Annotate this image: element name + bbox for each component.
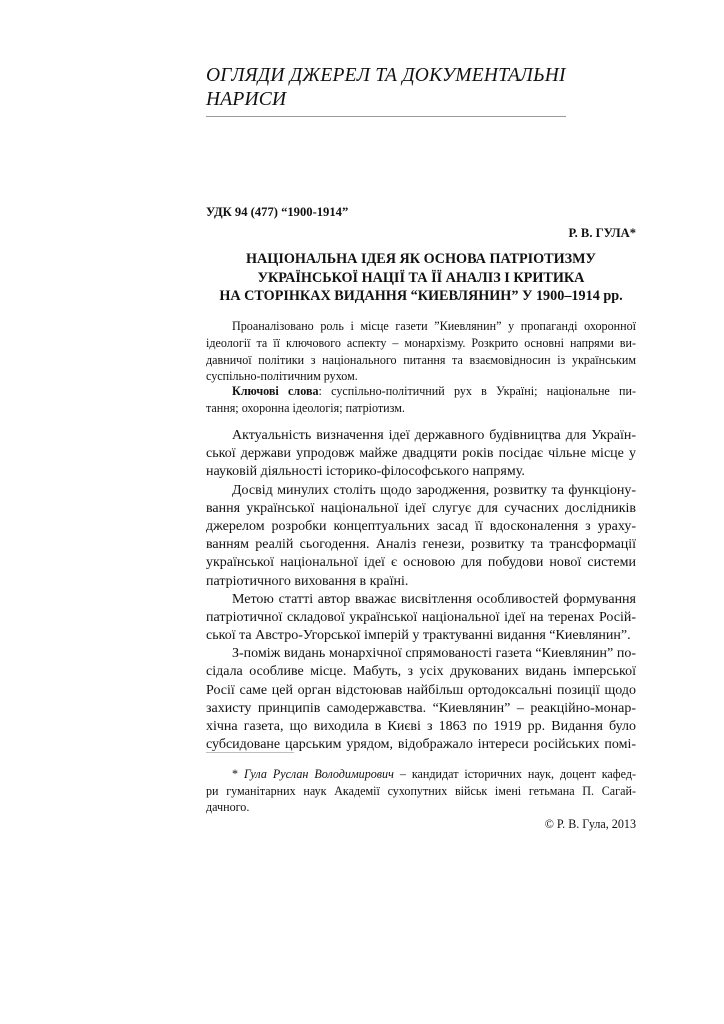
keywords xyxy=(206,383,636,417)
body-line: науковій діяльності історико-філософського напряму. xyxy=(206,464,525,480)
body-line: патріотичного виховання в країні. xyxy=(206,573,409,589)
keywords-label: Ключові слова xyxy=(232,384,319,398)
body-line: ської та Австро-Угорської імперій у трактуванні видання “Киевлянин”. xyxy=(206,628,631,644)
body-line: Метою статті автор вважає висвітлення особливостей формування xyxy=(232,591,636,607)
body-line: субсидоване царським урядом, відображало інтереси російських помі- xyxy=(206,737,636,753)
keywords-text: : суспільно-політичний рух в Україні; національне пи- xyxy=(318,384,637,398)
keywords-line: тання; охоронна ідеологія; патріотизм. xyxy=(206,400,405,415)
body-line: З-поміж видань монархічної спрямованості газета “Киевлянин” по- xyxy=(232,646,636,662)
article-title xyxy=(206,250,636,306)
keywords-line xyxy=(206,383,636,400)
abstract xyxy=(206,318,636,385)
footnote-line: ри гуманітарних наук Академії сухопутних військ імені гетьмана П. Сагай- xyxy=(206,783,636,798)
footnote xyxy=(206,766,636,816)
body-line: джерелом розробки концептуальних засад її вдосконалення з ураху- xyxy=(206,518,636,534)
abstract-line: Проаналізовано роль і місце газети ”Киевлянин” у пропаганді охоронної xyxy=(232,319,636,333)
abstract-line: суспільно-політичним рухом. xyxy=(206,369,358,384)
body-line: захисту принципів самодержавства. “Киевлянин” – реакційно-монар- xyxy=(206,700,636,716)
footnote-line xyxy=(206,766,636,783)
title-line: НА СТОРІНКАХ ВИДАННЯ “КИЕВЛЯНИН” У 1900–1914 рр. xyxy=(219,288,623,304)
footnote-text: – кандидат історичних наук, доцент кафед- xyxy=(393,767,636,781)
body-line: ської держави упродовж майже двадцяти років посідає чільне місце у xyxy=(206,446,636,462)
footnote-mark: * xyxy=(232,767,244,781)
copyright: © Р. В. Гула, 2013 xyxy=(544,817,636,831)
body-line: патріотичної складової української національної ідеї на теренах Росій- xyxy=(206,609,636,625)
section-header xyxy=(206,64,566,117)
body-line: Актуальність визначення ідеї державного будівництва для Україн- xyxy=(232,428,636,443)
body-line: вання української національної ідеї слугує для сучасних дослідників xyxy=(206,500,636,516)
abstract-line: ідеології та її ключового аспекту – монархізму. Розкрито основні напрями ви- xyxy=(206,335,636,350)
footnote-line: дачного. xyxy=(206,800,250,815)
body-line: сідала особливе місце. Мабуть, з усіх друкованих видань імперської xyxy=(206,664,636,680)
section-header-line: ОГЛЯДИ ДЖЕРЕЛ ТА ДОКУМЕНТАЛЬНІ xyxy=(206,65,566,86)
body-line: ванням реалій сьогодення. Аналіз генези, розвитку та трансформації xyxy=(206,537,636,553)
footnote-author-name: Гула Руслан Володимирович xyxy=(244,767,394,781)
title-line: УКРАЇНСЬКОЇ НАЦІЇ ТА ЇЇ АНАЛІЗ І КРИТИКА xyxy=(257,269,585,286)
abstract-line: давничої політики з національного питання та взаємовідносин із українським xyxy=(206,352,636,367)
body-line: Досвід минулих століть щодо зародження, розвитку та функціону- xyxy=(232,482,636,498)
section-header-line: НАРИСИ xyxy=(206,89,287,110)
body-text xyxy=(206,427,636,754)
author-name: Р. В. ГУЛА* xyxy=(568,226,636,240)
footnote-separator xyxy=(206,752,294,753)
body-line: української національної ідеї є основою для побудови нової системи xyxy=(206,555,636,571)
title-line: НАЦІОНАЛЬНА ІДЕЯ ЯК ОСНОВА ПАТРІОТИЗМУ xyxy=(246,251,596,267)
udc-code: УДК 94 (477) “1900-1914” xyxy=(206,205,349,219)
body-line: хічна газета, що виходила в Києві з 1863 по 1919 рр. Видання було xyxy=(206,719,636,734)
body-line: Росії саме цей орган відстоював найбільш ортодоксальні позиції щодо xyxy=(206,682,636,698)
